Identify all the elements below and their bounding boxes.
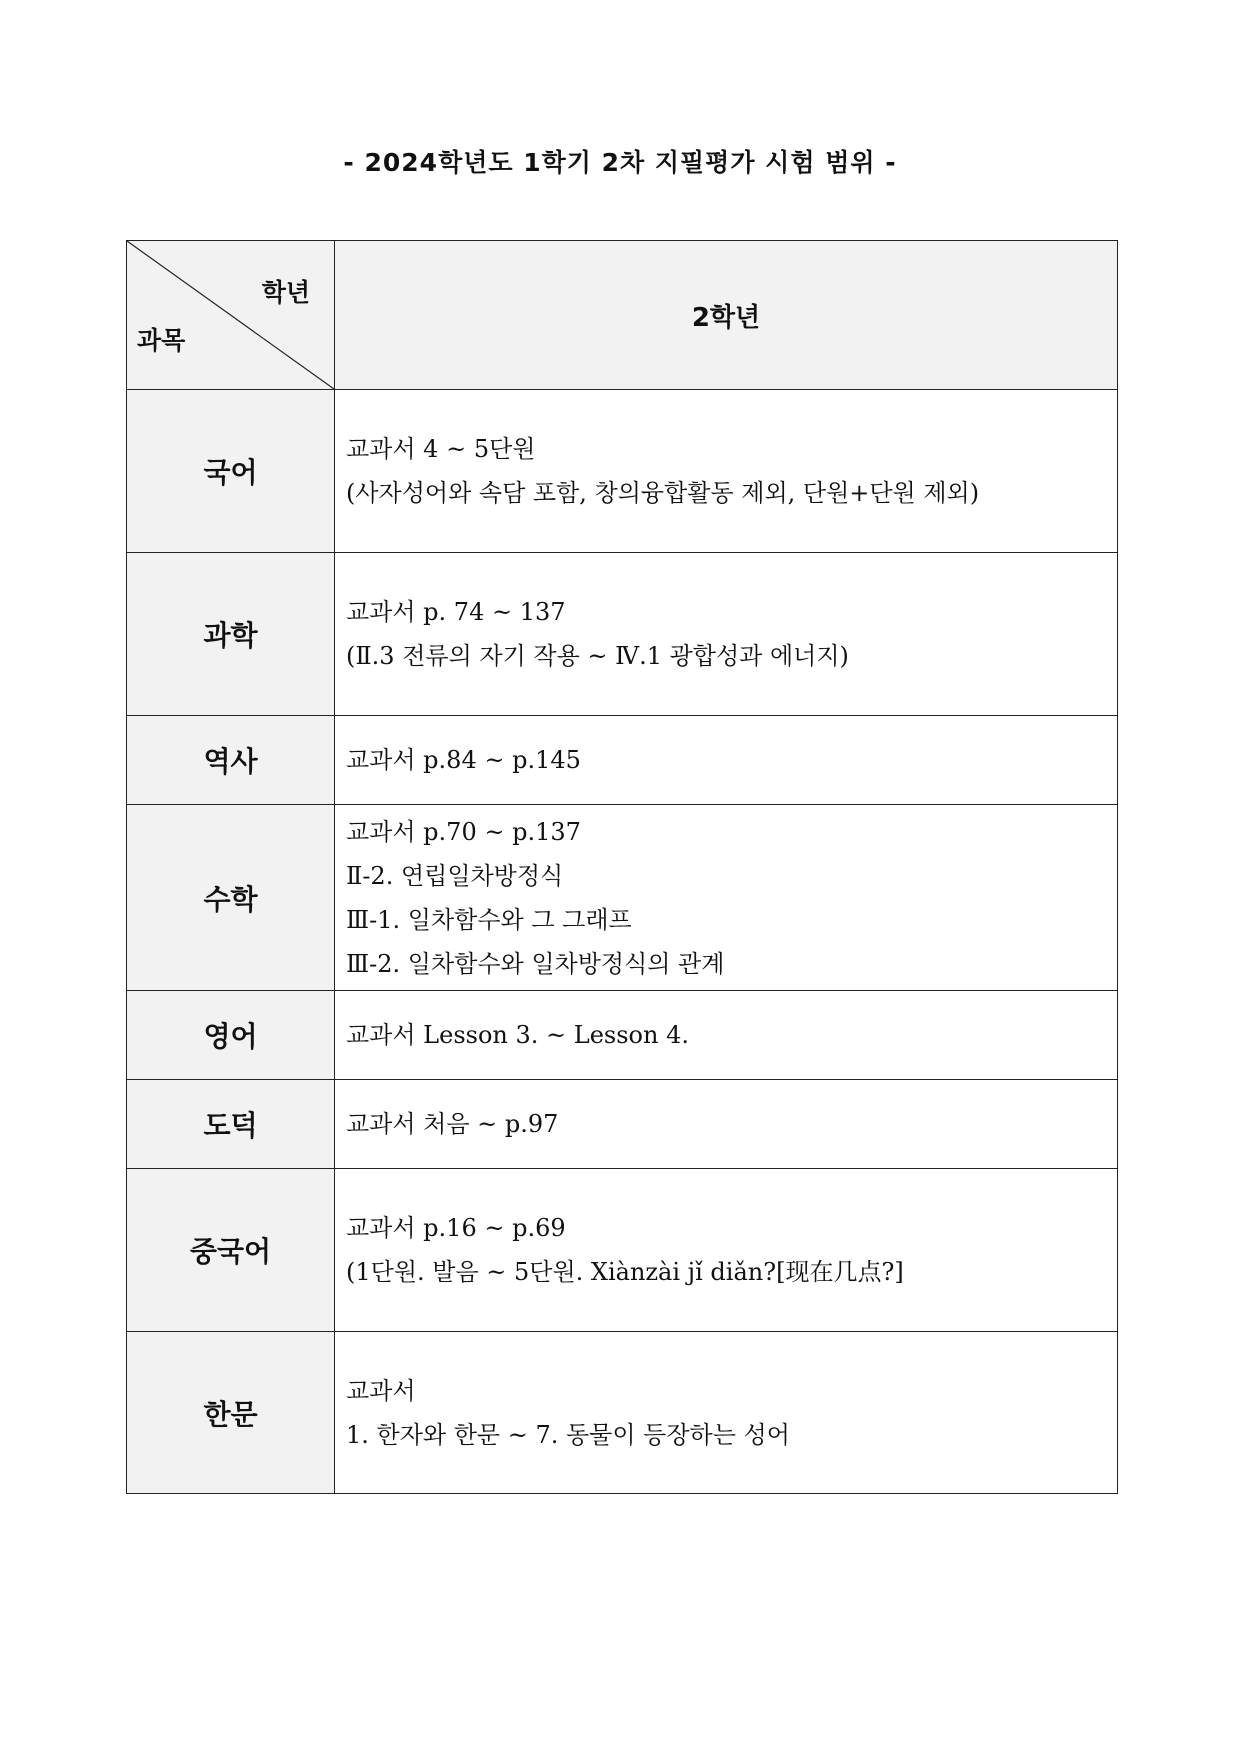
subject-cell-korean: 국어 (127, 390, 335, 553)
range-line: Ⅲ-1. 일차함수와 그 그래프 (346, 905, 632, 934)
range-line: 1. 한자와 한문 ~ 7. 동물이 등장하는 성어 (346, 1420, 790, 1449)
page-title: - 2024학년도 1학기 2차 지필평가 시험 범위 - (343, 148, 897, 177)
table-row (127, 716, 1118, 805)
range-cell-math (335, 805, 1118, 991)
table-row (127, 390, 1118, 553)
subject-cell-english: 영어 (127, 991, 335, 1080)
corner-header-cell (127, 241, 335, 390)
range-line: 교과서 처음 ~ p.97 (346, 1110, 559, 1138)
subject-cell-ethics: 도덕 (127, 1080, 335, 1169)
table-row (127, 1332, 1118, 1494)
range-cell-korean (335, 390, 1118, 553)
subject-cell-hanmun: 한문 (127, 1332, 335, 1494)
table-row (127, 1080, 1118, 1169)
range-cell-english (335, 991, 1118, 1080)
range-line: 교과서 (346, 1376, 416, 1405)
corner-grade-label: 학년 (261, 278, 310, 307)
diagonal-divider (127, 241, 334, 389)
range-line: 교과서 p.84 ~ p.145 (346, 746, 581, 774)
range-cell-history (335, 716, 1118, 805)
range-line: (1단원. 발음 ~ 5단원. Xiànzài jǐ diǎn?[现在几点?] (346, 1258, 904, 1286)
range-line: Ⅲ-2. 일차함수와 일차방정식의 관계 (346, 949, 725, 978)
range-line: 교과서 p.70 ~ p.137 (346, 817, 581, 846)
range-cell-hanmun (335, 1332, 1118, 1494)
range-cell-chinese (335, 1169, 1118, 1332)
table-row (127, 553, 1118, 716)
grade-header: 2학년 (335, 241, 1118, 390)
table-row (127, 1169, 1118, 1332)
range-line: (사자성어와 속담 포함, 창의융합활동 제외, 단원+단원 제외) (346, 479, 980, 507)
range-line: 교과서 4 ~ 5단원 (346, 435, 536, 463)
range-line: Ⅱ-2. 연립일차방정식 (346, 861, 564, 890)
subject-cell-science: 과학 (127, 553, 335, 716)
range-cell-science (335, 553, 1118, 716)
subject-cell-chinese: 중국어 (127, 1169, 335, 1332)
range-cell-ethics (335, 1080, 1118, 1169)
table-row (127, 805, 1118, 991)
range-line: 교과서 Lesson 3. ~ Lesson 4. (346, 1021, 689, 1049)
range-line: (Ⅱ.3 전류의 자기 작용 ~ Ⅳ.1 광합성과 에너지) (346, 642, 849, 670)
range-line: 교과서 p.16 ~ p.69 (346, 1214, 566, 1242)
table-row (127, 991, 1118, 1080)
corner-subject-label: 과목 (137, 326, 186, 355)
table-header-row (127, 241, 1118, 390)
exam-range-table (126, 240, 1118, 1494)
range-line: 교과서 p. 74 ~ 137 (346, 598, 566, 626)
subject-cell-history: 역사 (127, 716, 335, 805)
subject-cell-math: 수학 (127, 805, 335, 991)
